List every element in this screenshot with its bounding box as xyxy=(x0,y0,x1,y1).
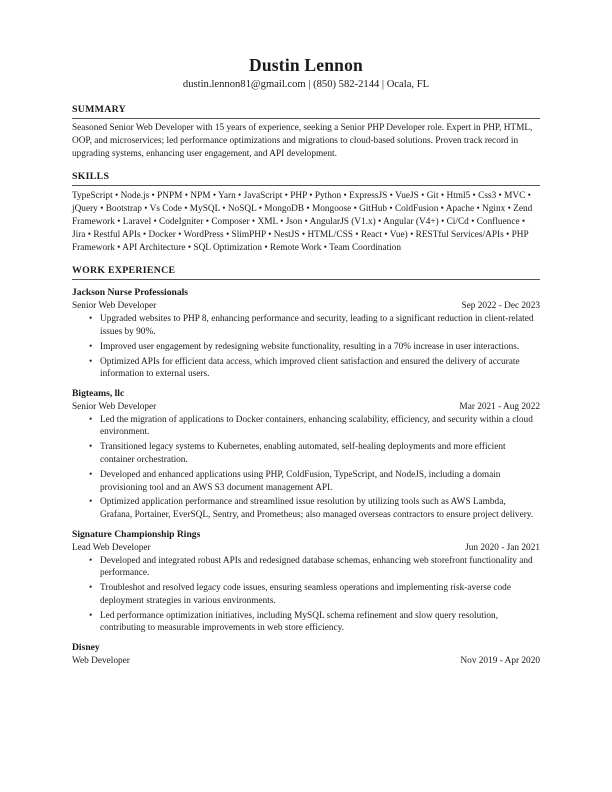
role-row xyxy=(72,299,540,313)
job-bullet: • Optimized APIs for efficient data access, which improved client satisfaction and ensured the delivery of accurate information to external users. xyxy=(100,356,540,381)
job-bullet: • Improved user engagement by redesigning website functionality, resulting in a 70% increase in user interactions. xyxy=(100,341,540,354)
skills-list: TypeScript • Node.js • PNPM • NPM • Yarn • JavaScript • PHP • Python • ExpressJS • VueJS • Git • Html5 • Css3 • MVC • jQuery • Bootstrap • Vs Code • MySQL • NoSQL • MongoDB • Mongoose • GitHub • ColdFusion • Apache • Nginx • Zend Framework • Laravel • CodeIgniter • Composer • XML • Json • AngularJS (V1.x) • Angular (V4+) • Ci/Cd • Confluence • Jira • Restful APIs • Docker • WordPress • SlimPHP • NestJS • HTML/CSS • React • Vue) • RESTful Services/APIs • PHP Framework • API Architecture • SQL Optimization • Remote Work • Team Coordination xyxy=(72,191,533,253)
job-entry xyxy=(72,286,540,381)
job-title: Senior Web Developer xyxy=(72,401,157,412)
job-dates: Mar 2021 - Aug 2022 xyxy=(459,401,540,412)
job-bullet: • Upgraded websites to PHP 8, enhancing performance and security, leading to a significant reduction in client-related issues by 90%. xyxy=(100,313,540,338)
job-entry xyxy=(72,528,540,635)
job-dates: Jun 2020 - Jan 2021 xyxy=(465,542,540,553)
company-name: Jackson Nurse Professionals xyxy=(72,287,189,298)
job-title: Senior Web Developer xyxy=(72,301,157,311)
job-title: Web Developer xyxy=(72,656,130,667)
job-dates: Sep 2022 - Dec 2023 xyxy=(461,301,540,311)
job-bullet: • Transitioned legacy systems to Kubernetes, enabling automated, self-healing deployments and more efficient container orchestration. xyxy=(100,441,540,466)
skills-heading: SKILLS xyxy=(72,171,540,186)
candidate-name: Dustin Lennon xyxy=(249,55,363,75)
job-bullets xyxy=(72,313,540,381)
job-entry xyxy=(72,387,540,522)
company-name: Disney xyxy=(72,642,100,654)
job-bullets xyxy=(72,414,540,522)
job-bullet: • Led performance optimization initiatives, including MySQL schema refinement and slow query resolution, contributing to measurable improvements in web store efficiency. xyxy=(100,610,540,635)
job-bullet: • Developed and enhanced applications using PHP, ColdFusion, TypeScript, and NodeJS, including a domain provisioning tool and an AWS S3 document management API. xyxy=(100,469,540,494)
company-name: Bigteams, llc xyxy=(72,387,125,399)
role-row xyxy=(72,654,540,668)
job-bullets xyxy=(72,555,540,635)
job-bullet: • Developed and integrated robust APIs and redesigned database schemas, enhancing web storefront functionality and performance. xyxy=(100,555,540,580)
summary-text: Seasoned Senior Web Developer with 15 years of experience, seeking a Senior PHP Developer role. Expert in PHP, HTML, OOP, and microservices; led performance optimizations and migrations to cloud-based solutions. Proven track record in upgrading systems, enhancing user engagement, and API development. xyxy=(72,123,533,159)
role-row xyxy=(72,400,540,414)
summary-heading: SUMMARY xyxy=(72,104,540,119)
job-title: Lead Web Developer xyxy=(72,542,151,553)
contact-line: dustin.lennon81@gmail.com | (850) 582-2144 | Ocala, FL xyxy=(182,79,430,90)
job-bullet: • Led the migration of applications to Docker containers, enhancing scalability, efficiency, and security within a cloud environment. xyxy=(100,414,540,439)
job-entry xyxy=(72,641,540,668)
company-name: Signature Championship Rings xyxy=(72,528,201,540)
role-row xyxy=(72,541,540,555)
job-dates: Nov 2019 - Apr 2020 xyxy=(460,656,540,667)
job-bullet: • Troubleshot and resolved legacy code issues, ensuring seamless operations and implementing risk-averse code deployment strategies in various environments. xyxy=(100,582,540,607)
job-bullet: • Optimized application performance and streamlined issue resolution by utilizing tools such as AWS Lambda, Grafana, Portainer, EverSQL, Sentry, and Prometheus; also managed overseas contractors to ensure project delivery. xyxy=(100,496,540,521)
work-experience-heading: WORK EXPERIENCE xyxy=(72,265,540,280)
